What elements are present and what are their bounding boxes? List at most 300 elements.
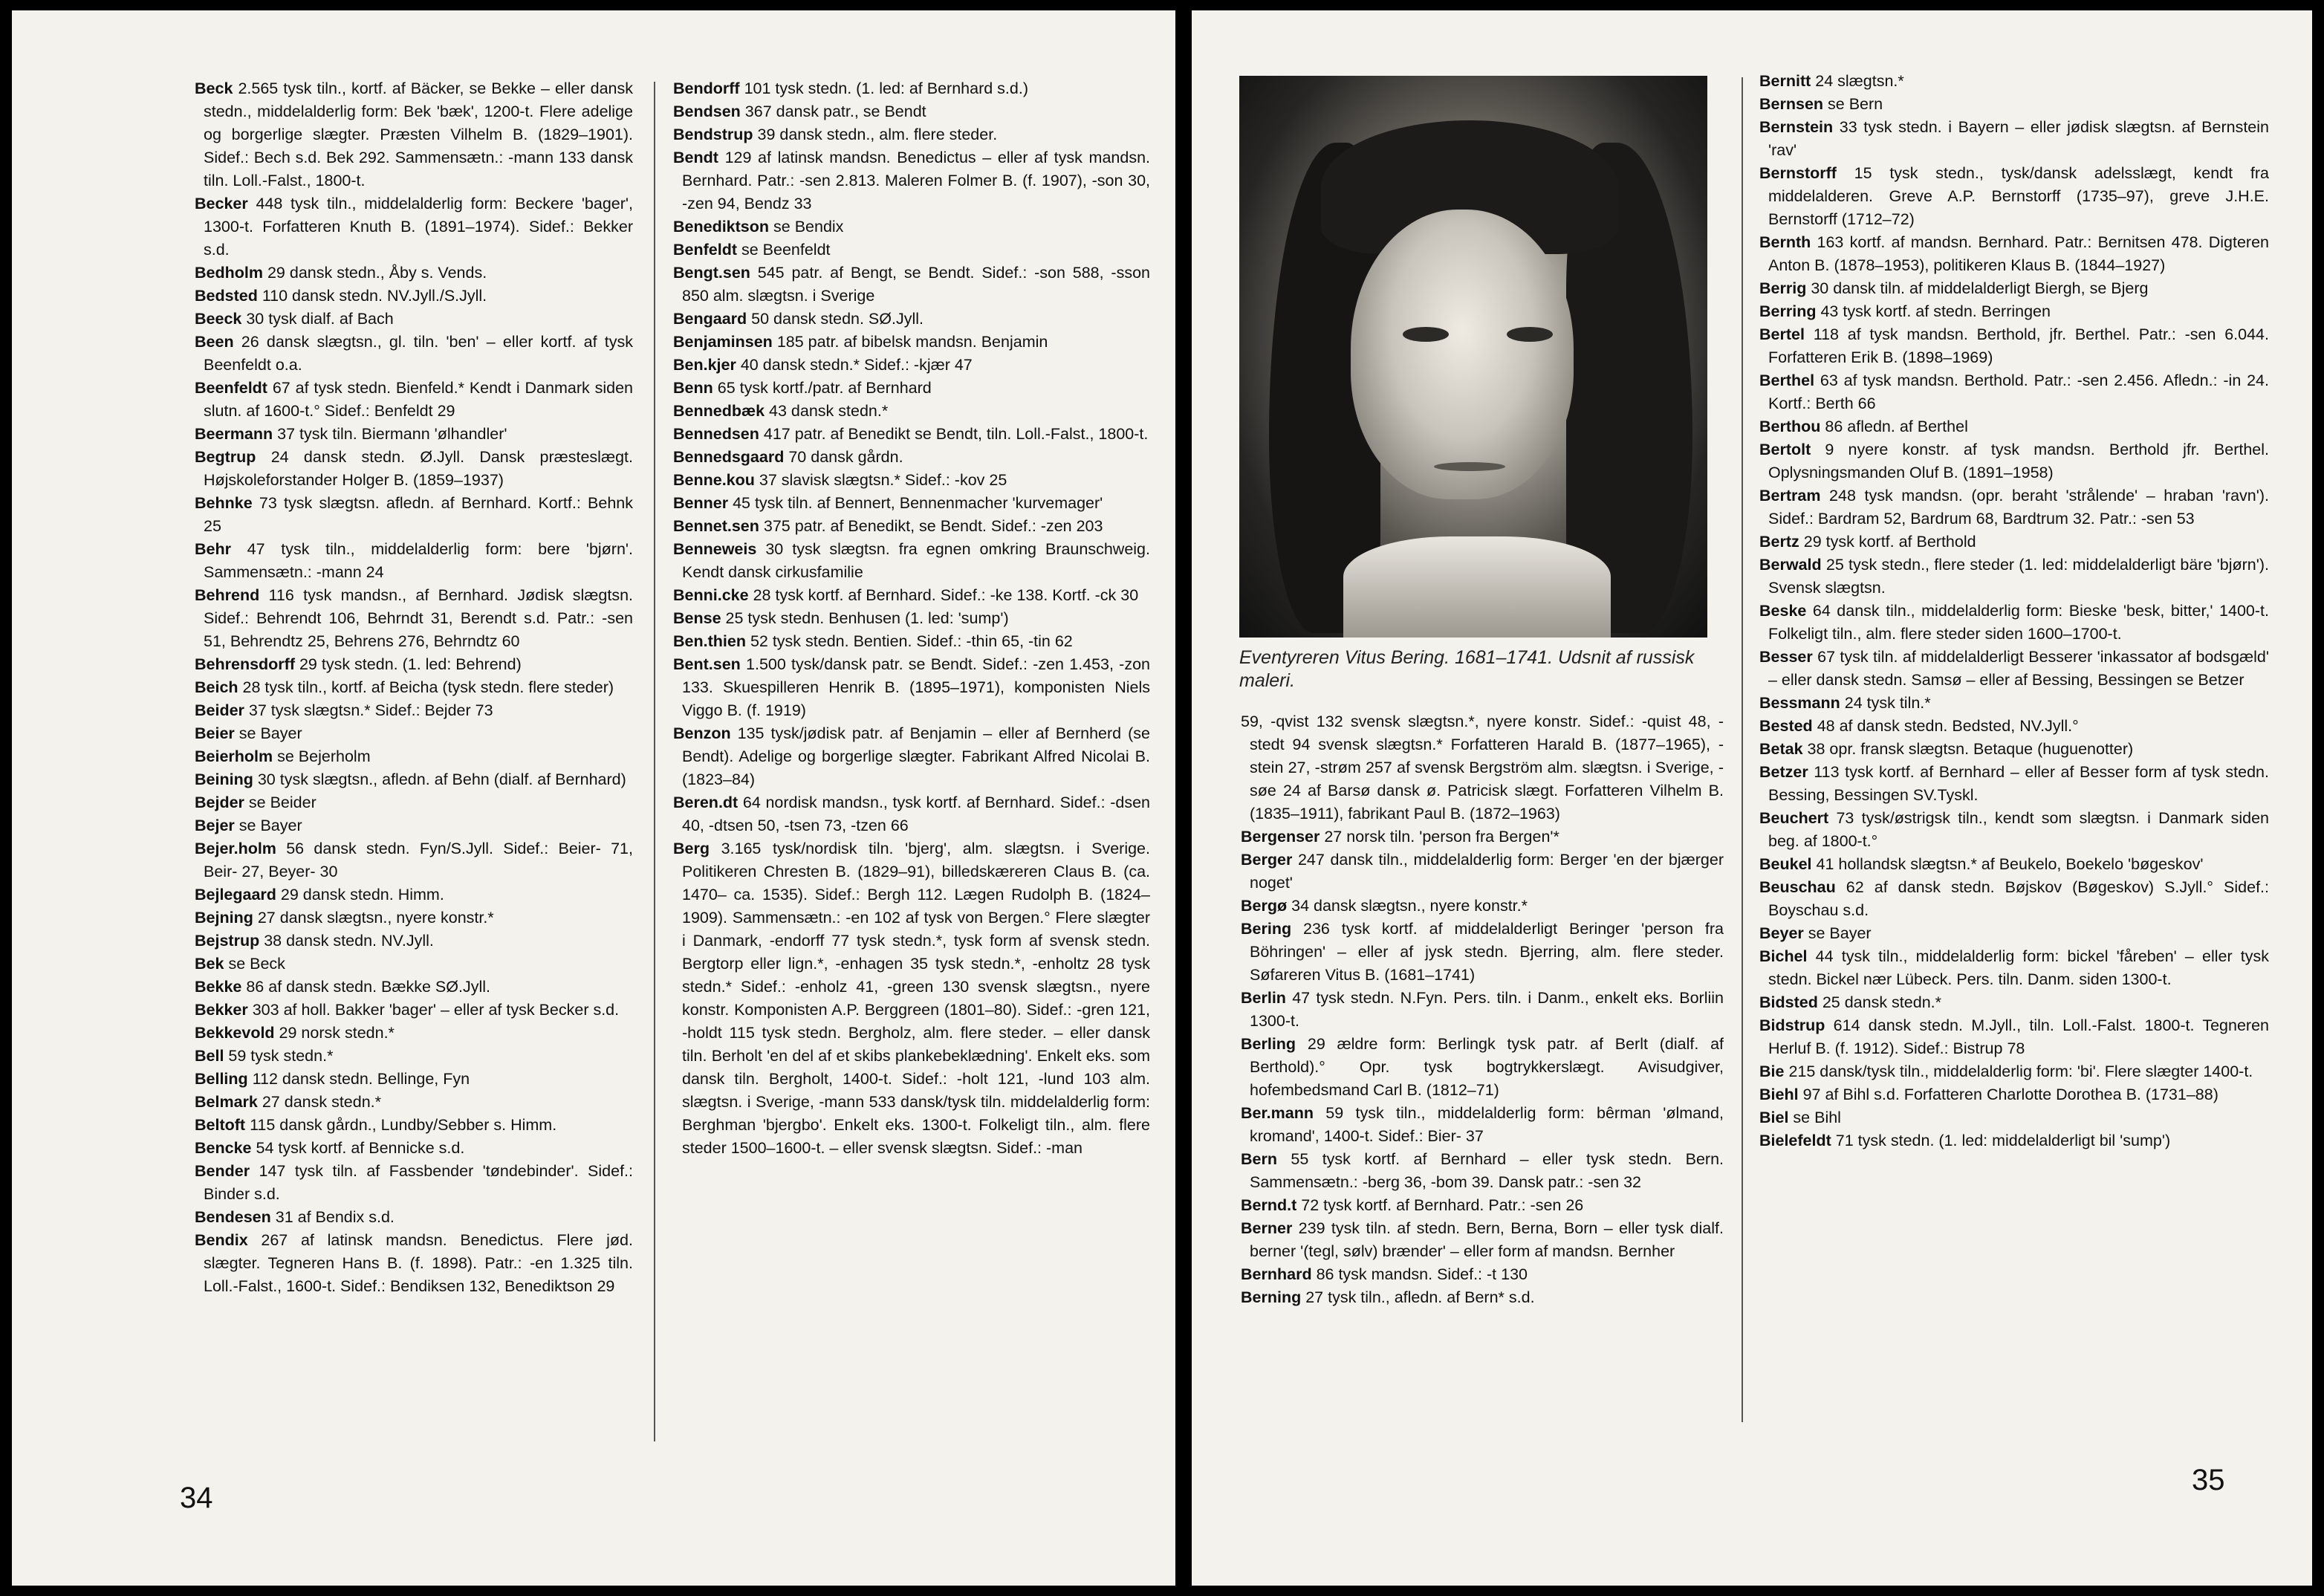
entry-text: 38 opr. fransk slægtsn. Betaque (huguenotter) xyxy=(1807,740,2134,758)
entry-text: 40 dansk stedn.* Sidef.: -kjær 47 xyxy=(740,356,973,374)
entry-text: 72 tysk kortf. af Bernhard. Patr.: -sen 26 xyxy=(1301,1196,1584,1214)
dictionary-entry xyxy=(1759,531,2269,554)
entry-headword: Besser xyxy=(1759,648,1813,666)
dictionary-entry xyxy=(1759,922,2269,945)
dictionary-entry xyxy=(673,538,1150,584)
entry-text: 113 tysk kortf. af Bernhard – eller af Besser form af tysk stedn. Bessing, Bessingen SV.Tyskl. xyxy=(1768,763,2269,804)
entry-headword: Bidsted xyxy=(1759,993,1818,1011)
entry-text: 28 tysk kortf. af Bernhard. Sidef.: -ke 138. Kortf. -ck 30 xyxy=(753,586,1139,604)
entry-headword: Beltoft xyxy=(195,1116,246,1134)
entry-text: 614 dansk stedn. M.Jyll., tiln. Loll.-Falst. 1800-t. Tegneren Herluf B. (f. 1912). Sidef.: Bistrup 78 xyxy=(1768,1016,2269,1057)
entry-headword: Bernsen xyxy=(1759,95,1824,113)
entry-headword: Benzon xyxy=(673,724,731,742)
dictionary-entry xyxy=(673,77,1150,100)
entry-text: 86 tysk mandsn. Sidef.: -t 130 xyxy=(1316,1265,1528,1283)
dictionary-entry xyxy=(195,930,633,953)
dictionary-entry xyxy=(1241,1148,1724,1194)
entry-text: 38 dansk stedn. NV.Jyll. xyxy=(264,932,434,950)
entry-headword: Bejning xyxy=(195,909,253,927)
entry-headword: Bernd.t xyxy=(1241,1196,1297,1214)
entry-headword: Beider xyxy=(195,701,244,719)
dictionary-entry xyxy=(1241,710,1724,825)
dictionary-entry xyxy=(673,423,1150,446)
dictionary-entry xyxy=(673,308,1150,331)
dictionary-entry xyxy=(1759,738,2269,761)
entry-text: se Bayer xyxy=(238,817,302,834)
entry-text: 59, -qvist 132 svensk slægtsn.*, nyere konstr. Sidef.: -quist 48, -stedt 94 svensk slægtsn.* Forfatteren Harald B. (1877–1965), -stein 27, -strøm 257 af svensk Bergström alm. slægtsn. i Sverige, -søe 24 af Barsø dansk ø. Patricisk slægt. Forfatteren Vilhelm B. (1835–1911), fabrikant Paul B. (1872–1963) xyxy=(1241,713,1724,823)
entry-text: 55 tysk kortf. af Bernhard – eller tysk stedn. Bern. Sammensætn.: -berg 36, -bom 39. Dansk patr.: -sen 32 xyxy=(1250,1150,1724,1191)
dictionary-entry xyxy=(1759,1106,2269,1129)
dictionary-entry xyxy=(195,192,633,262)
entry-text: 37 tysk tiln. Biermann 'ølhandler' xyxy=(277,425,507,443)
entry-headword: Bennedsen xyxy=(673,425,759,443)
entry-headword: Beuschau xyxy=(1759,878,1836,896)
dictionary-entry xyxy=(1759,692,2269,715)
entry-text: 27 dansk stedn.* xyxy=(262,1093,382,1111)
entry-text: 65 tysk kortf./patr. af Bernhard xyxy=(717,379,932,397)
entry-text: 67 af tysk stedn. Bienfeld.* Kendt i Danmark siden slutn. af 1600-t.° Sidef.: Benfeldt 29 xyxy=(204,379,633,420)
entry-text: 129 af latinsk mandsn. Benedictus – eller af tysk mandsn. Bernhard. Patr.: -sen 2.813. Maleren Folmer B. (f. 1907), -son 30, -zen 94, Bendz 33 xyxy=(682,149,1150,213)
entry-headword: Benediktson xyxy=(673,218,770,236)
entry-headword: Benn xyxy=(673,379,713,397)
entry-headword: Beuchert xyxy=(1759,809,1829,827)
dictionary-entry xyxy=(195,906,633,930)
entry-text: 86 afledn. af Berthel xyxy=(1825,418,1968,435)
entry-headword: Bested xyxy=(1759,717,1813,735)
entry-text: se Bendix xyxy=(773,218,844,236)
entry-text: 41 hollandsk slægtsn.* af Beukelo, Boekelo 'bøgeskov' xyxy=(1816,855,2204,873)
entry-headword: Bedsted xyxy=(195,287,258,305)
entry-headword: Benne.kou xyxy=(673,471,755,489)
entry-text: 86 af dansk stedn. Bække SØ.Jyll. xyxy=(246,978,490,996)
dictionary-entry xyxy=(673,123,1150,146)
page-number-right: 35 xyxy=(2192,1464,2225,1496)
dictionary-entry xyxy=(673,446,1150,469)
dictionary-entry xyxy=(195,262,633,285)
dictionary-entry xyxy=(673,400,1150,423)
entry-headword: Benni.cke xyxy=(673,586,749,604)
entry-text: se Bihl xyxy=(1793,1109,1841,1126)
entry-headword: Bendesen xyxy=(195,1208,271,1226)
entry-text: 50 dansk stedn. SØ.Jyll. xyxy=(751,310,924,328)
entry-text: 27 norsk tiln. 'person fra Bergen'* xyxy=(1324,828,1559,846)
entry-headword: Bernstorff xyxy=(1759,164,1837,182)
dictionary-entry xyxy=(1241,1263,1724,1286)
entry-text: 47 tysk stedn. N.Fyn. Pers. tiln. i Danm., enkelt eks. Borliin 1300-t. xyxy=(1250,989,1724,1030)
dictionary-entry xyxy=(1759,853,2269,876)
entry-text: 64 dansk tiln., middelalderlig form: Bieske 'besk, bitter,' 1400-t. Folkeligt tiln., alm. flere steder siden 1600–1700-t. xyxy=(1768,602,2269,643)
entry-text: 30 tysk slægtsn., afledn. af Behn (dialf. af Bernhard) xyxy=(257,771,626,788)
entry-headword: Ber.mann xyxy=(1241,1104,1314,1122)
dictionary-entry xyxy=(195,377,633,423)
entry-headword: Bertolt xyxy=(1759,441,1811,458)
entry-text: 3.165 tysk/nordisk tiln. 'bjerg', alm. slægtsn. i Sverige. Politikeren Chresten B. (1829–91), billedskæreren Claus B. (ca. 1470– ca. 1535). Sidef.: Bergh 112. Lægen Rudolph B. (1824–1909). Sammensætn.: -en 102 af tysk von Bergen.° Flere slægter i Danmark, -endorff 77 tysk stedn.*, tysk form af svensk stedn. Bergtorp eller lign.*, -enhagen 35 tysk stedn.*, -enholtz 28 tysk stedn.* Sidef.: -enholz 41, -green 130 svensk slægtsn., nyere konstr. Komponisten A.P. Berggreen (1801–80). Sidef.: -gren 121, -holdt 115 tysk stedn. Bergholz, alm. flere steder. – eller dansk tiln. Berholt 'en del af et skibs plankebeklædning'. Enkelt eks. som dansk tiln. Bergholt, 1400-t. Sidef.: -holt 121, -lund 103 alm. slægtsn. i Sverige, -mann 533 dansk/tysk tiln. middelalderlig form: Berghman 'bjergbo'. Enkelt eks. 1300-t. Folkeligt tiln., alm. flere steder 1500–1600-t. – eller svensk slægtsn. Sidef.: -man xyxy=(682,840,1150,1157)
dictionary-entry xyxy=(195,538,633,584)
dictionary-entry xyxy=(195,308,633,331)
entry-headword: Bejder xyxy=(195,794,244,811)
dictionary-entry xyxy=(1759,369,2269,415)
dictionary-entry xyxy=(195,768,633,791)
left-page xyxy=(12,10,1175,1586)
entry-text: 545 patr. af Bengt, se Bendt. Sidef.: -son 588, -sson 850 alm. slægtsn. i Sverige xyxy=(682,264,1150,305)
dictionary-entry xyxy=(195,791,633,814)
entry-text: 27 tysk tiln., afledn. af Bern* s.d. xyxy=(1305,1288,1535,1306)
right-column-2 xyxy=(1759,70,2269,1152)
dictionary-entry xyxy=(673,354,1150,377)
entry-headword: Begtrup xyxy=(195,448,256,466)
dictionary-entry xyxy=(673,607,1150,630)
entry-text: 39 dansk stedn., alm. flere steder. xyxy=(757,126,998,143)
entry-text: 56 dansk stedn. Fyn/S.Jyll. Sidef.: Beier- 71, Beir- 27, Beyer- 30 xyxy=(204,840,633,880)
entry-headword: Berling xyxy=(1241,1035,1296,1053)
dictionary-entry xyxy=(195,999,633,1022)
dictionary-entry xyxy=(673,469,1150,492)
entry-headword: Bendsen xyxy=(673,103,741,120)
entry-headword: Berning xyxy=(1241,1288,1302,1306)
entry-headword: Belling xyxy=(195,1070,248,1088)
dictionary-entry xyxy=(195,1022,633,1045)
entry-text: 112 dansk stedn. Bellinge, Fyn xyxy=(252,1070,470,1088)
dictionary-entry xyxy=(195,1160,633,1206)
entry-headword: Beich xyxy=(195,678,238,696)
entry-headword: Behnke xyxy=(195,494,253,512)
entry-text: 9 nyere konstr. af tysk mandsn. Berthold jfr. Berthel. Oplysningsmanden Oluf B. (1891–1958) xyxy=(1768,441,2269,481)
dictionary-entry xyxy=(195,492,633,538)
entry-headword: Belmark xyxy=(195,1093,258,1111)
entry-text: 239 tysk tiln. af stedn. Bern, Berna, Born – eller tysk dialf. berner '(tegl, sølv) brænder' – eller form af mandsn. Bernher xyxy=(1250,1219,1724,1260)
entry-text: 64 nordisk mandsn., tysk kortf. af Bernhard. Sidef.: -dsen 40, -dtsen 50, -tsen 73, -tzen 66 xyxy=(682,794,1150,834)
entry-headword: Benner xyxy=(673,494,729,512)
entry-text: 28 tysk tiln., kortf. af Beicha (tysk stedn. flere steder) xyxy=(242,678,614,696)
dictionary-entry xyxy=(195,423,633,446)
dictionary-entry xyxy=(673,239,1150,262)
dictionary-entry xyxy=(195,976,633,999)
dictionary-entry xyxy=(1759,991,2269,1014)
entry-headword: Beier xyxy=(195,724,235,742)
dictionary-entry xyxy=(673,837,1150,1160)
entry-headword: Beining xyxy=(195,771,253,788)
entry-text: 101 tysk stedn. (1. led: af Bernhard s.d.) xyxy=(744,80,1028,97)
entry-headword: Bengt.sen xyxy=(673,264,750,282)
dictionary-entry xyxy=(195,653,633,676)
dictionary-entry xyxy=(1241,849,1724,895)
entry-headword: Bense xyxy=(673,609,721,627)
dictionary-entry xyxy=(195,814,633,837)
dictionary-entry xyxy=(195,1114,633,1137)
dictionary-entry xyxy=(1759,761,2269,807)
dictionary-entry xyxy=(1241,1033,1724,1102)
dictionary-entry xyxy=(1759,116,2269,162)
dictionary-entry xyxy=(195,837,633,883)
dictionary-entry xyxy=(1759,1083,2269,1106)
dictionary-entry xyxy=(195,584,633,653)
entry-headword: Behr xyxy=(195,540,231,558)
left-column-1 xyxy=(195,77,633,1298)
entry-headword: Beenfeldt xyxy=(195,379,267,397)
entry-text: se Beider xyxy=(248,794,317,811)
dictionary-entry xyxy=(195,1137,633,1160)
entry-headword: Beeck xyxy=(195,310,242,328)
dictionary-entry xyxy=(673,584,1150,607)
entry-text: 34 dansk slægtsn., nyere konstr.* xyxy=(1291,897,1528,915)
dictionary-entry xyxy=(195,1068,633,1091)
entry-headword: Bedholm xyxy=(195,264,263,282)
entry-headword: Bichel xyxy=(1759,947,1808,965)
entry-text: 267 af latinsk mandsn. Benedictus. Flere jød. slægter. Tegneren Hans B. (f. 1898). Patr.: -en 1.325 tiln. Loll.-Falst., 1600-t. Sidef.: Bendiksen 132, Benediktson 29 xyxy=(204,1231,633,1295)
entry-text: 30 tysk dialf. af Bach xyxy=(246,310,394,328)
entry-text: 375 patr. af Benedikt, se Bendt. Sidef.: -zen 203 xyxy=(763,517,1103,535)
entry-headword: Bennedsgaard xyxy=(673,448,785,466)
entry-headword: Beermann xyxy=(195,425,273,443)
dictionary-entry xyxy=(1759,231,2269,277)
entry-text: 97 af Bihl s.d. Forfatteren Charlotte Dorothea B. (1731–88) xyxy=(1802,1086,2218,1103)
entry-text: 115 dansk gårdn., Lundby/Sebber s. Himm. xyxy=(250,1116,557,1134)
dictionary-entry xyxy=(1241,987,1724,1033)
dictionary-entry xyxy=(1759,484,2269,531)
entry-headword: Bekke xyxy=(195,978,242,996)
entry-headword: Berner xyxy=(1241,1219,1293,1237)
entry-text: 43 dansk stedn.* xyxy=(769,402,889,420)
entry-text: 43 tysk kortf. af stedn. Berringen xyxy=(1820,302,2051,320)
entry-text: 52 tysk stedn. Bentien. Sidef.: -thin 65, -tin 62 xyxy=(750,632,1073,650)
entry-text: se Bayer xyxy=(1808,924,1872,942)
entry-text: 367 dansk patr., se Bendt xyxy=(744,103,926,120)
dictionary-entry xyxy=(1759,300,2269,323)
entry-headword: Betzer xyxy=(1759,763,1808,781)
dictionary-entry xyxy=(1759,807,2269,853)
entry-headword: Biel xyxy=(1759,1109,1789,1126)
entry-text: 118 af tysk mandsn. Berthold, jfr. Berthel. Patr.: -sen 6.044. Forfatteren Erik B. (1898–1969) xyxy=(1768,325,2269,366)
entry-headword: Bertz xyxy=(1759,533,1799,551)
entry-headword: Bennet.sen xyxy=(673,517,759,535)
entry-text: 70 dansk gårdn. xyxy=(788,448,903,466)
entry-text: 63 af tysk mandsn. Berthold. Patr.: -sen 2.456. Afledn.: -in 24. Kortf.: Berth 66 xyxy=(1768,372,2269,412)
dictionary-entry xyxy=(195,331,633,377)
column-divider xyxy=(654,82,655,1441)
dictionary-entry xyxy=(673,100,1150,123)
entry-headword: Benfeldt xyxy=(673,241,737,259)
entry-text: 247 dansk tiln., middelalderlig form: Berger 'en der bjærger noget' xyxy=(1250,851,1724,892)
entry-text: 236 tysk kortf. af middelalderligt Beringer 'person fra Böhringen' – eller af jysk stedn. Bjerring, alm. flere steder. Søfareren Vitus B. (1681–1741) xyxy=(1250,920,1724,984)
entry-text: 33 tysk stedn. i Bayern – eller jødisk slægtsn. af Bernstein 'rav' xyxy=(1768,118,2269,159)
dictionary-entry xyxy=(673,331,1150,354)
entry-text: 30 dansk tiln. af middelalderligt Biergh, se Bjerg xyxy=(1811,279,2149,297)
dictionary-entry xyxy=(673,492,1150,515)
entry-text: 185 patr. af bibelsk mandsn. Benjamin xyxy=(776,333,1048,351)
entry-headword: Benjaminsen xyxy=(673,333,773,351)
entry-headword: Benneweis xyxy=(673,540,757,558)
entry-headword: Biehl xyxy=(1759,1086,1799,1103)
dictionary-entry xyxy=(195,285,633,308)
entry-headword: Bendt xyxy=(673,149,718,166)
entry-text: 24 dansk stedn. Ø.Jyll. Dansk præsteslægt. Højskoleforstander Holger B. (1859–1937) xyxy=(204,448,633,489)
dictionary-entry xyxy=(1241,825,1724,849)
dictionary-entry xyxy=(1759,600,2269,646)
entry-text: 47 tysk tiln., middelalderlig form: bere 'bjørn'. Sammensætn.: -mann 24 xyxy=(204,540,634,581)
dictionary-entry xyxy=(195,446,633,492)
entry-text: se Beck xyxy=(228,955,285,973)
entry-text: 54 tysk kortf. af Bennicke s.d. xyxy=(256,1139,465,1157)
entry-text: 29 norsk stedn.* xyxy=(279,1024,395,1042)
entry-headword: Bernth xyxy=(1759,233,1811,251)
dictionary-entry xyxy=(673,215,1150,239)
dictionary-entry xyxy=(1759,1060,2269,1083)
entry-headword: Beren.dt xyxy=(673,794,739,811)
entry-headword: Bencke xyxy=(195,1139,252,1157)
entry-text: 73 tysk/østrigsk tiln., kendt som slægtsn. i Danmark siden beg. af 1800-t.° xyxy=(1768,809,2269,850)
entry-headword: Bessmann xyxy=(1759,694,1840,712)
left-column-2 xyxy=(673,77,1150,1160)
entry-text: 24 tysk tiln.* xyxy=(1844,694,1931,712)
entry-headword: Beck xyxy=(195,80,233,97)
page-number-left: 34 xyxy=(180,1482,213,1514)
entry-headword: Bie xyxy=(1759,1063,1785,1080)
entry-headword: Beske xyxy=(1759,602,1807,620)
entry-headword: Been xyxy=(195,333,234,351)
entry-text: 30 tysk slægtsn. fra egnen omkring Braunschweig. Kendt dansk cirkusfamilie xyxy=(682,540,1150,581)
entry-headword: Berthou xyxy=(1759,418,1821,435)
dictionary-entry xyxy=(1759,876,2269,922)
dictionary-entry xyxy=(1759,323,2269,369)
entry-headword: Berlin xyxy=(1241,989,1286,1007)
entry-text: 24 slægtsn.* xyxy=(1815,72,1904,90)
entry-text: se Beenfeldt xyxy=(741,241,831,259)
entry-headword: Bekker xyxy=(195,1001,248,1019)
entry-text: 45 tysk tiln. af Bennert, Bennenmacher 'kurvemager' xyxy=(733,494,1103,512)
entry-headword: Behrend xyxy=(195,586,260,604)
entry-text: 67 tysk tiln. af middelalderligt Besserer 'inkassator af bodsgæld' – eller dansk stedn. Samsø – eller af Bessing, Bessingen se Betzer xyxy=(1768,648,2269,689)
entry-headword: Bidstrup xyxy=(1759,1016,1825,1034)
dictionary-entry xyxy=(673,653,1150,722)
entry-headword: Bernstein xyxy=(1759,118,1834,136)
entry-text: 44 tysk tiln., middelalderlig form: bickel 'fåreben' – eller tysk stedn. Bickel nær Lübeck. Pers. tiln. Danm. siden 1300-t. xyxy=(1768,947,2269,988)
entry-headword: Bendstrup xyxy=(673,126,753,143)
dictionary-entry xyxy=(195,77,633,192)
entry-text: 15 tysk stedn., tysk/dansk adelsslægt, kendt fra middelalderen. Greve A.P. Bernstorff (1735–97), greve J.H.E. Bernstorff (1712–72) xyxy=(1768,164,2269,228)
entry-text: 59 tysk stedn.* xyxy=(228,1047,334,1065)
dictionary-entry xyxy=(1759,715,2269,738)
entry-headword: Bern xyxy=(1241,1150,1277,1168)
entry-headword: Bell xyxy=(195,1047,224,1065)
dictionary-entry xyxy=(1759,93,2269,116)
photo-caption: Eventyreren Vitus Bering. 1681–1741. Udsnit af russisk maleri. xyxy=(1239,647,1695,691)
dictionary-entry xyxy=(1759,415,2269,438)
entry-text: 26 dansk slægtsn., gl. tiln. 'ben' – eller kortf. af tysk Beenfeldt o.a. xyxy=(204,333,633,374)
dictionary-entry xyxy=(673,377,1150,400)
entry-text: 59 tysk tiln., middelalderlig form: bêrman 'ølmand, kromand', 1400-t. Sidef.: Bier- 37 xyxy=(1250,1104,1724,1145)
entry-text: 248 tysk mandsn. (opr. beraht 'strålende' – hraban 'ravn'). Sidef.: Bardram 52, Bardrum 68, Bardtrum 32. Patr.: -sen 53 xyxy=(1768,487,2269,528)
entry-text: 2.565 tysk tiln., kortf. af Bäcker, se Bekke – eller dansk stedn., middelalderlig form: Bek 'bæk', 1200-t. Flere adelige og borgerlige slægter. Præsten Vilhelm B. (1829–1901). Sidef.: Bech s.d. Bek 292. Sammensætn.: -mann 133 dansk tiln. Loll.-Falst., 1800-t. xyxy=(204,80,633,189)
dictionary-entry xyxy=(1241,918,1724,987)
entry-text: 135 tysk/jødisk patr. af Benjamin – eller af Bernherd (se Bendt). Adelige og borgerlige slægter. Fabrikant Alfred Nicolai B. (1823–84) xyxy=(682,724,1150,788)
entry-text: 31 af Bendix s.d. xyxy=(275,1208,395,1226)
dictionary-entry xyxy=(1759,438,2269,484)
entry-headword: Berthel xyxy=(1759,372,1815,389)
entry-text: 29 tysk kortf. af Berthold xyxy=(1803,533,1976,551)
entry-text: se Bejerholm xyxy=(277,747,371,765)
entry-text: 37 slavisk slægtsn.* Sidef.: -kov 25 xyxy=(759,471,1007,489)
entry-headword: Ben.kjer xyxy=(673,356,736,374)
entry-headword: Bejlegaard xyxy=(195,886,276,904)
dictionary-entry xyxy=(673,722,1150,791)
entry-text: 303 af holl. Bakker 'bager' – eller af tysk Becker s.d. xyxy=(252,1001,620,1019)
column-divider xyxy=(1742,77,1743,1422)
entry-headword: Bejer xyxy=(195,817,235,834)
dictionary-entry xyxy=(673,262,1150,308)
entry-headword: Beyer xyxy=(1759,924,1804,942)
entry-headword: Bergenser xyxy=(1241,828,1320,846)
dictionary-entry xyxy=(1241,1217,1724,1263)
entry-headword: Beukel xyxy=(1759,855,1812,873)
dictionary-entry xyxy=(195,676,633,699)
dictionary-entry xyxy=(1759,1014,2269,1060)
entry-headword: Bender xyxy=(195,1162,250,1180)
entry-headword: Bendorff xyxy=(673,80,740,97)
right-column-1 xyxy=(1241,710,1724,1309)
entry-text: 25 tysk stedn., flere steder (1. led: middelalderligt bäre 'bjørn'). Svensk slægtsn. xyxy=(1768,556,2269,597)
entry-headword: Bernitt xyxy=(1759,72,1811,90)
entry-headword: Bengaard xyxy=(673,310,747,328)
dictionary-entry xyxy=(673,515,1150,538)
entry-text: 147 tysk tiln. af Fassbender 'tøndebinder'. Sidef.: Binder s.d. xyxy=(204,1162,633,1203)
entry-text: 37 tysk slægtsn.* Sidef.: Bejder 73 xyxy=(248,701,493,719)
entry-headword: Betak xyxy=(1759,740,1803,758)
entry-text: 110 dansk stedn. NV.Jyll./S.Jyll. xyxy=(262,287,487,305)
dictionary-entry xyxy=(195,699,633,722)
entry-headword: Bergø xyxy=(1241,897,1288,915)
entry-headword: Ben.thien xyxy=(673,632,746,650)
dictionary-entry xyxy=(1241,895,1724,918)
entry-headword: Beierholm xyxy=(195,747,273,765)
entry-text: se Bern xyxy=(1828,95,1883,113)
entry-text: 215 dansk/tysk tiln., middelalderlig form: 'bi'. Flere slægter 1400-t. xyxy=(1788,1063,2253,1080)
entry-text: 27 dansk slægtsn., nyere konstr.* xyxy=(257,909,494,927)
entry-text: 48 af dansk stedn. Bedsted, NV.Jyll.° xyxy=(1817,717,2079,735)
entry-headword: Bernhard xyxy=(1241,1265,1312,1283)
dictionary-entry xyxy=(1759,945,2269,991)
dictionary-entry xyxy=(673,791,1150,837)
dictionary-entry xyxy=(195,1091,633,1114)
dictionary-entry xyxy=(1759,277,2269,300)
entry-text: 62 af dansk stedn. Bøjskov (Bøgeskov) S.Jyll.° Sidef.: Boyschau s.d. xyxy=(1768,878,2269,919)
dictionary-entry xyxy=(1759,162,2269,231)
entry-headword: Bekkevold xyxy=(195,1024,275,1042)
entry-headword: Bielefeldt xyxy=(1759,1132,1831,1149)
entry-text: 29 dansk stedn. Himm. xyxy=(280,886,444,904)
entry-headword: Bennedbæk xyxy=(673,402,765,420)
entry-headword: Berrig xyxy=(1759,279,1807,297)
dictionary-entry xyxy=(1241,1194,1724,1217)
dictionary-entry xyxy=(195,883,633,906)
entry-text: 448 tysk tiln., middelalderlig form: Beckere 'bager', 1300-t. Forfatteren Knuth B. (1891–1974). Sidef.: Bekker s.d. xyxy=(204,195,633,259)
entry-text: 29 ældre form: Berlingk tysk patr. af Berlt (dialf. af Berthold).° Opr. tysk bogtrykkerslægt. Avisudgiver, hofembedsmand Carl B. (1812–71) xyxy=(1250,1035,1724,1099)
entry-headword: Behrensdorff xyxy=(195,655,295,673)
dictionary-entry xyxy=(195,745,633,768)
entry-headword: Becker xyxy=(195,195,248,213)
entry-headword: Bertram xyxy=(1759,487,1821,505)
entry-headword: Bent.sen xyxy=(673,655,741,673)
entry-text: se Bayer xyxy=(238,724,302,742)
dictionary-entry xyxy=(195,1206,633,1229)
dictionary-entry xyxy=(673,630,1150,653)
entry-headword: Bering xyxy=(1241,920,1292,938)
right-page xyxy=(1192,10,2312,1586)
entry-text: 71 tysk stedn. (1. led: middelalderligt bil 'sump') xyxy=(1835,1132,2171,1149)
dictionary-entry xyxy=(195,953,633,976)
entry-text: 25 tysk stedn. Benhusen (1. led: 'sump') xyxy=(725,609,1009,627)
entry-headword: Berg xyxy=(673,840,710,857)
entry-headword: Bejer.holm xyxy=(195,840,276,857)
